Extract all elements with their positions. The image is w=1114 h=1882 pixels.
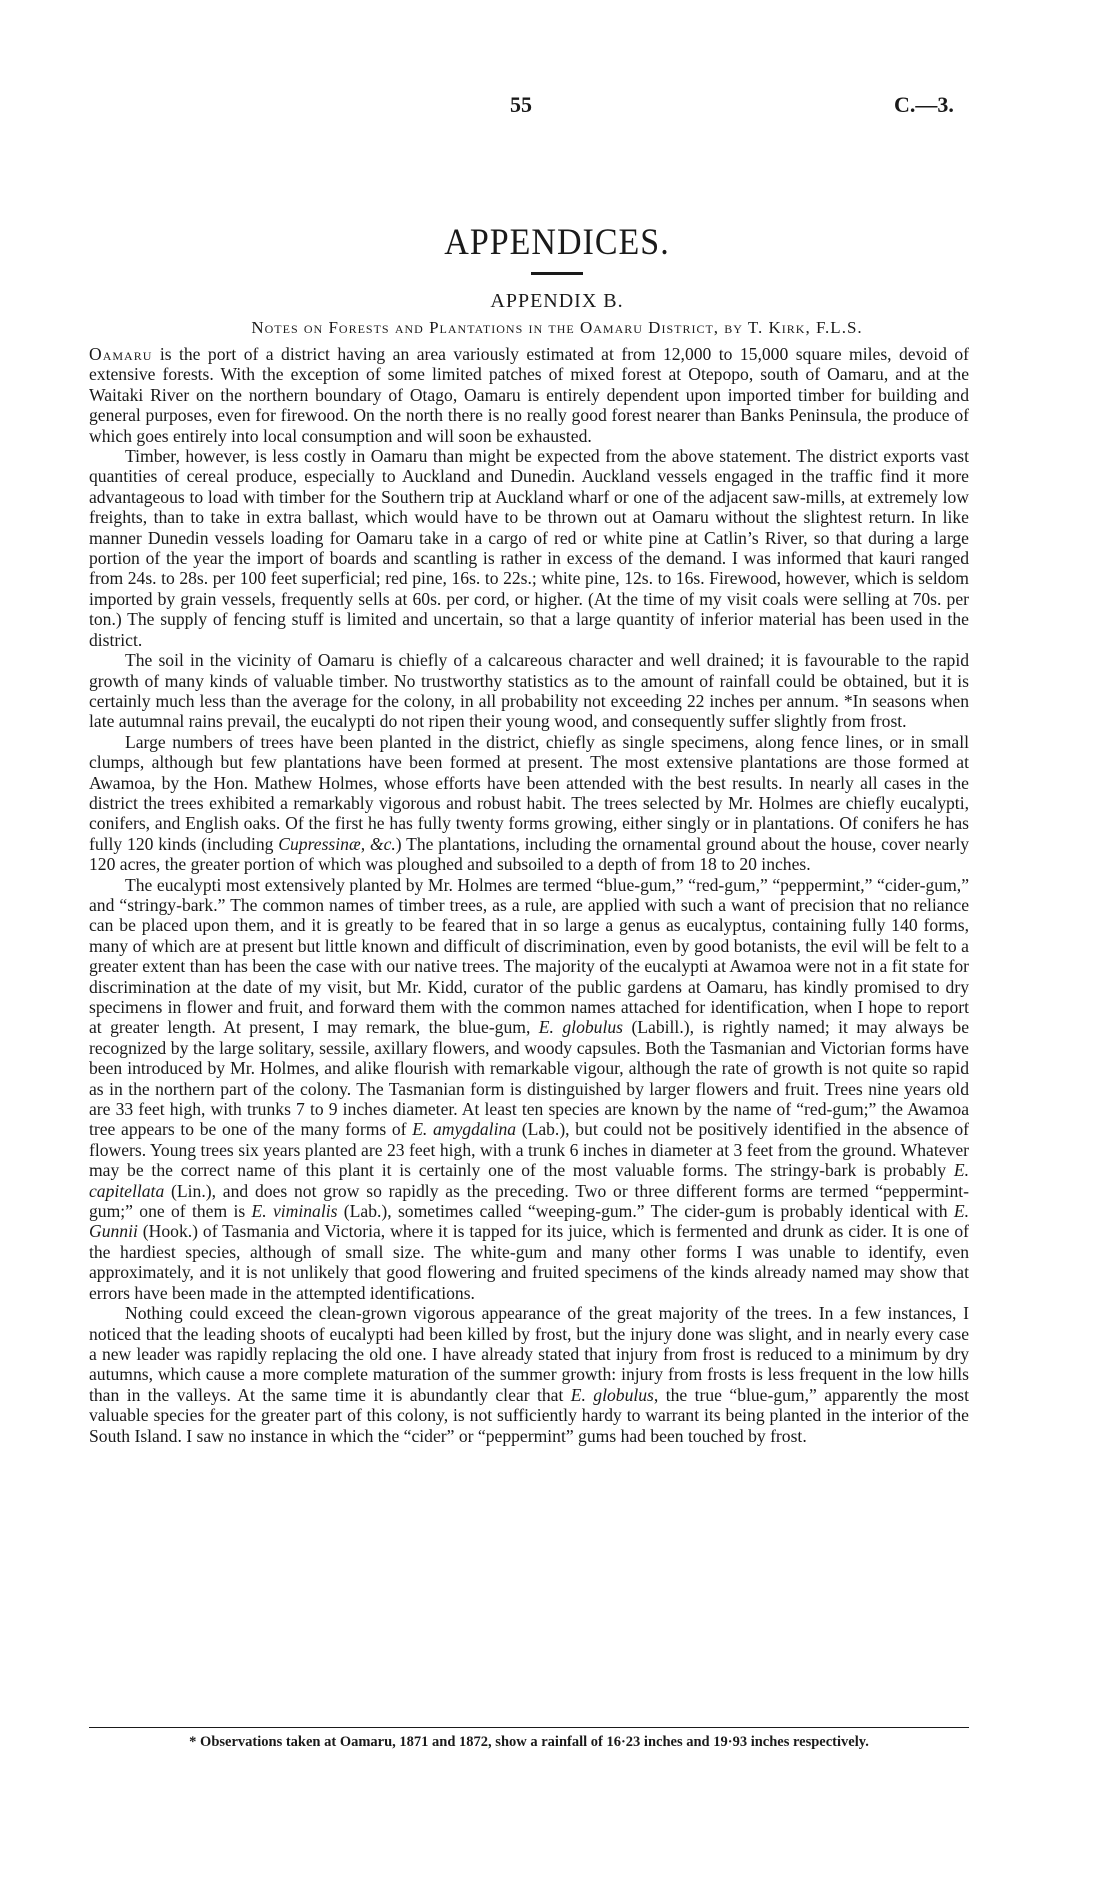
paragraph: [89, 1303, 969, 1446]
title-divider: [531, 272, 583, 275]
text-segment: is the port of a district having an area variously estimated at from 12,000 to 15,000 square miles, devoid of extensive forests. With the exception of some limited patches of mixed forest at Otepopo, south of Oamaru, and at the Waitaki River on the northern boundary of Otago, Oamaru is entirely dependent upon imported timber for building and general purposes, even for firewood. On the north there is no really good forest nearer than Banks Peninsula, the produce of which goes entirely into local consumption and will soon be exhausted.: [89, 344, 969, 446]
footnote-divider: [89, 1727, 969, 1728]
text-segment: (Lab.), sometimes called “weeping-gum.” The cider-gum is probably identical with: [337, 1201, 954, 1222]
body-text: [89, 344, 969, 1446]
italic-text: E. globulus: [538, 1017, 623, 1038]
page-title: APPENDICES.: [444, 222, 670, 263]
italic-text: E. Gunnii: [89, 1201, 969, 1242]
paragraph: [89, 344, 969, 446]
paragraph: [89, 732, 969, 875]
italic-text: E. capitellata: [89, 1160, 969, 1201]
text-segment: ) The plantations, including the ornamental ground about the house, cover nearly 120 acres, the greater portion of which was ploughed and subsoiled to a depth of from 18 to 20 inches.: [89, 833, 969, 875]
paragraph: [89, 875, 969, 1304]
appendix-label: APPENDIX B.: [490, 290, 624, 312]
document-reference: C.—3.: [894, 92, 954, 117]
text-segment: Large numbers of trees have been planted in the district, chiefly as single specimens, along fence lines, or in small clumps, although but few plantations have been formed at present. The most extensive plantations are those formed at Awamoa, by the Hon. Mathew Holmes, whose efforts have been attended with the best results. In nearly all cases in the district the trees exhibited a remarkably vigorous and robust habit. The trees selected by Mr. Holmes are chiefly eucalypti, conifers, and English oaks. Of the first he has fully twenty forms growing, either singly or in plantations. Of conifers he has fully 120 kinds (including: [89, 731, 969, 854]
page-number: 55: [510, 92, 532, 117]
italic-text: E. viminalis: [251, 1201, 338, 1222]
italic-text: Cupressinæ, &c.: [278, 833, 396, 854]
text-segment: (Lab.), but could not be positively identified in the absence of flowers. Young trees six years planted are 23 feet high, with a trunk 6 inches in diameter at 3 feet from the ground. Whatever may be the correct name of this plant it is certainly one of the most valuable forms. The stringy-bark is probably: [89, 1119, 970, 1181]
paragraph-lead-word: Oamaru: [89, 344, 153, 364]
paragraph: [89, 650, 969, 732]
text-segment: , the true “blue-gum,” apparently the most valuable species for the greater part of this colony, is not sufficiently hardy to warrant its being planted in the interior of the South Island. I saw no instance in which the “cider” or “peppermint” gums had been touched by frost.: [89, 1384, 970, 1446]
text-segment: The soil in the vicinity of Oamaru is chiefly of a calcareous character and well drained; it is favourable to the rapid growth of many kinds of valuable timber. No trustworthy statistics as to the amount of rainfall could be obtained, but it is certainly much less than the average for the colony, in all probability not exceeding 22 inches per annum. *In seasons when late autumnal rains prevail, the eucalypti do not ripen their young wood, and consequently suffer slightly from frost.: [89, 650, 969, 732]
section-subtitle: Notes on Forests and Plantations in the Oamaru District, by T. Kirk, F.L.S.: [251, 318, 863, 337]
text-segment: Timber, however, is less costly in Oamaru than might be expected from the above statement. The district exports vast quantities of cereal produce, especially to Auckland and Dunedin. Auckland vessels engaged in the traffic find it more advantageous to load with timber for the Southern trip at Auckland wharf or one of the adjacent saw-mills, at extremely low freights, than to take in extra ballast, which would have to be thrown out at Oamaru without the slightest return. In like manner Dunedin vessels loading for Oamaru take in a cargo of red or white pine at Catlin’s River, so that during a large portion of the year the import of boards and scantling is rather in excess of the demand. I was informed that kauri ranged from 24s. to 28s. per 100 feet superficial; red pine, 16s. to 22s.; white pine, 12s. to 16s. Firewood, however, which is seldom imported by grain vessels, frequently sells at 60s. per cord, or higher. (At the time of my visit coals were selling at 70s. per ton.) The supply of fencing stuff is limited and uncertain, so that a large quantity of inferior material has been used in the district.: [89, 446, 969, 650]
italic-text: E. globulus: [570, 1384, 654, 1405]
text-segment: (Lin.), and does not grow so rapidly as the preceding. Two or three different forms are termed “peppermint-gum;” one of them is: [89, 1180, 969, 1222]
text-segment: (Hook.) of Tasmania and Victoria, where it is tapped for its juice, which is fermented and drunk as cider. It is one of the hardiest species, although of small size. The white-gum and many other forms I was unable to identify, even approximately, and it is not unlikely that good flowering and fruited specimens of the kinds already named may show that errors have been made in the attempted identifications.: [89, 1221, 969, 1303]
italic-text: E. amygdalina: [412, 1119, 517, 1140]
footnote: * Observations taken at Oamaru, 1871 and 1872, show a rainfall of 16·23 inches and 19·93 inches respectively.: [189, 1734, 869, 1750]
text-segment: The eucalypti most extensively planted by Mr. Holmes are termed “blue-gum,” “red-gum,” “peppermint,” “cider-gum,” and “stringy-bark.” The common names of timber trees, as a rule, are applied with such a want of precision that no reliance can be placed upon them, and it is greatly to be feared that in so large a genus as eucalyptus, containing fully 140 forms, many of which are at present but little known and difficult of discrimination, even by good botanists, the evil will be felt to a greater extent than has been the case with our native trees. The majority of the eucalypti at Awamoa were not in a fit state for discrimination at the date of my visit, but Mr. Kidd, curator of the public gardens at Oamaru, has kindly promised to dry specimens in flower and fruit, and forward them with the common names attached for identification, when I hope to report at greater length. At present, I may remark, the blue-gum,: [89, 874, 969, 1038]
text-segment: (Labill.), is rightly named; it may always be recognized by the large solitary, sessile, axillary flowers, and woody capsules. Both the Tasmanian and Victorian forms have been introduced by Mr. Holmes, and alike flourish with remarkable vigour, although the rate of growth is not quite so rapid as in the northern part of the colony. The Tasmanian form is distinguished by larger flowers and fruit. Trees nine years old are 33 feet high, with trunks 7 to 9 inches diameter. At least ten species are known by the name of “red-gum;” the Awamoa tree appears to be one of the many forms of: [89, 1017, 969, 1140]
text-segment: Nothing could exceed the clean-grown vigorous appearance of the great majority of the trees. In a few instances, I noticed that the leading shoots of eucalypti had been killed by frost, but the injury done was slight, and in nearly every case a new leader was rapidly replacing the old one. I have already stated that injury from frost is reduced to a minimum by dry autumns, which cause a more complete maturation of the summer growth: injury from frosts is less frequent in the low hills than in the valleys. At the same time it is abundantly clear that: [89, 1303, 969, 1405]
page-header: [0, 92, 1114, 132]
paragraph: [89, 446, 969, 650]
